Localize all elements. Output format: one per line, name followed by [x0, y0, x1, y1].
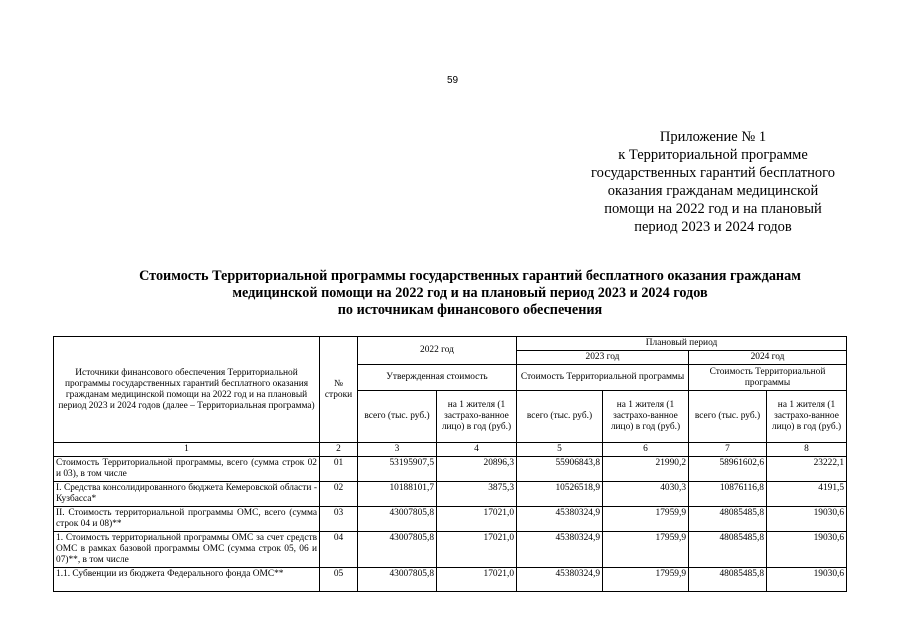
col-number: 3: [358, 443, 437, 457]
cell-2022-total: 43007805,8: [358, 507, 437, 532]
appendix-line: оказания гражданам медицинской: [607, 183, 819, 199]
cell-2024-total: 48085485,8: [689, 568, 767, 592]
table-row: [54, 532, 847, 568]
header-year-2022: 2022 год: [358, 337, 517, 365]
cell-2024-per-capita: 19030,6: [767, 568, 847, 592]
row-no: 03: [320, 507, 358, 532]
appendix-line: период 2023 и 2024 годов: [634, 219, 792, 235]
header-total-2023: всего (тыс. руб.): [517, 391, 603, 443]
cell-2022-per-capita: 17021,0: [437, 507, 517, 532]
table-row: [54, 457, 847, 482]
header-per-capita-2024: на 1 жителя (1 застрахо-ванное лицо) в год (руб.): [767, 391, 847, 443]
appendix-block: [560, 128, 866, 236]
header-approved-cost: Утвержденная стоимость: [358, 365, 517, 391]
appendix-line: государственных гарантий бесплатного: [591, 165, 835, 181]
header-year-2024: 2024 год: [689, 351, 847, 365]
cell-2023-total: 45380324,9: [517, 532, 603, 568]
cell-2024-total: 10876116,8: [689, 482, 767, 507]
cell-2024-per-capita: 19030,6: [767, 507, 847, 532]
cell-2022-per-capita: 17021,0: [437, 532, 517, 568]
header-program-cost-2024: Стоимость Территориальной программы: [689, 365, 847, 391]
row-label: I. Средства консолидированного бюджета Кемеровской области - Кузбасса*: [54, 482, 320, 507]
appendix-line: помощи на 2022 год и на плановый: [604, 201, 822, 217]
cell-2023-total: 55906843,8: [517, 457, 603, 482]
document-title: [80, 268, 860, 319]
header-total-2022: всего (тыс. руб.): [358, 391, 437, 443]
cell-2024-per-capita: 19030,6: [767, 532, 847, 568]
col-number: 2: [320, 443, 358, 457]
cell-2022-total: 53195907,5: [358, 457, 437, 482]
cell-2023-total: 10526518,9: [517, 482, 603, 507]
cell-2022-total: 43007805,8: [358, 532, 437, 568]
cell-2023-per-capita: 4030,3: [603, 482, 689, 507]
row-label: Стоимость Территориальной программы, всего (сумма строк 02 и 03), в том числе: [54, 457, 320, 482]
cell-2022-total: 10188101,7: [358, 482, 437, 507]
cell-2024-per-capita: 23222,1: [767, 457, 847, 482]
row-no: 02: [320, 482, 358, 507]
row-no: 05: [320, 568, 358, 592]
cell-2022-per-capita: 3875,3: [437, 482, 517, 507]
col-number: 8: [767, 443, 847, 457]
header-program-cost-2023: Стоимость Территориальной программы: [517, 365, 689, 391]
cell-2024-per-capita: 4191,5: [767, 482, 847, 507]
row-label: 1.1. Субвенции из бюджета Федерального фонда ОМС**: [54, 568, 320, 592]
header-row-no: № строки: [320, 337, 358, 443]
row-label: II. Стоимость территориальной программы ОМС, всего (сумма строк 04 и 08)**: [54, 507, 320, 532]
cell-2024-total: 48085485,8: [689, 532, 767, 568]
row-label: 1. Стоимость территориальной программы ОМС за счет средств ОМС в рамках базовой программы ОМС (сумма строк 05, 06 и 07)**, в том числе: [54, 532, 320, 568]
title-line: по источникам финансового обеспечения: [337, 302, 603, 318]
col-number: 7: [689, 443, 767, 457]
table-row: [54, 507, 847, 532]
row-no: 04: [320, 532, 358, 568]
appendix-line: Приложение № 1: [659, 129, 767, 145]
cell-2023-per-capita: 17959,9: [603, 568, 689, 592]
col-number: 6: [603, 443, 689, 457]
col-number: 1: [54, 443, 320, 457]
header-year-2023: 2023 год: [517, 351, 689, 365]
row-no: 01: [320, 457, 358, 482]
header-planned-period: Плановый период: [517, 337, 847, 351]
title-line: Стоимость Территориальной программы государственных гарантий бесплатного оказания гражданам: [139, 268, 801, 284]
cell-2022-total: 43007805,8: [358, 568, 437, 592]
cell-2023-per-capita: 17959,9: [603, 532, 689, 568]
title-line: медицинской помощи на 2022 год и на плановый период 2023 и 2024 годов: [232, 285, 708, 301]
cell-2022-per-capita: 20896,3: [437, 457, 517, 482]
cell-2024-total: 58961602,6: [689, 457, 767, 482]
cell-2023-per-capita: 17959,9: [603, 507, 689, 532]
cell-2024-total: 48085485,8: [689, 507, 767, 532]
header-per-capita-2022: на 1 жителя (1 застрахо-ванное лицо) в год (руб.): [437, 391, 517, 443]
financing-table: [53, 336, 847, 592]
cell-2023-total: 45380324,9: [517, 507, 603, 532]
cell-2022-per-capita: 17021,0: [437, 568, 517, 592]
header-total-2024: всего (тыс. руб.): [689, 391, 767, 443]
appendix-line: к Территориальной программе: [618, 147, 808, 163]
header-per-capita-2023: на 1 жителя (1 застрахо-ванное лицо) в год (руб.): [603, 391, 689, 443]
cell-2023-total: 45380324,9: [517, 568, 603, 592]
col-number: 4: [437, 443, 517, 457]
page-number: 59: [446, 75, 459, 86]
header-source: Источники финансового обеспечения Территориальной программы государственных гарантий бесплатного оказания гражданам медицинской помощи на 2022 год и на плановый период 2023 и 2024 годов (далее – Территориальная программа): [54, 337, 320, 443]
table-row: [54, 482, 847, 507]
col-number: 5: [517, 443, 603, 457]
table-row: [54, 568, 847, 592]
cell-2023-per-capita: 21990,2: [603, 457, 689, 482]
